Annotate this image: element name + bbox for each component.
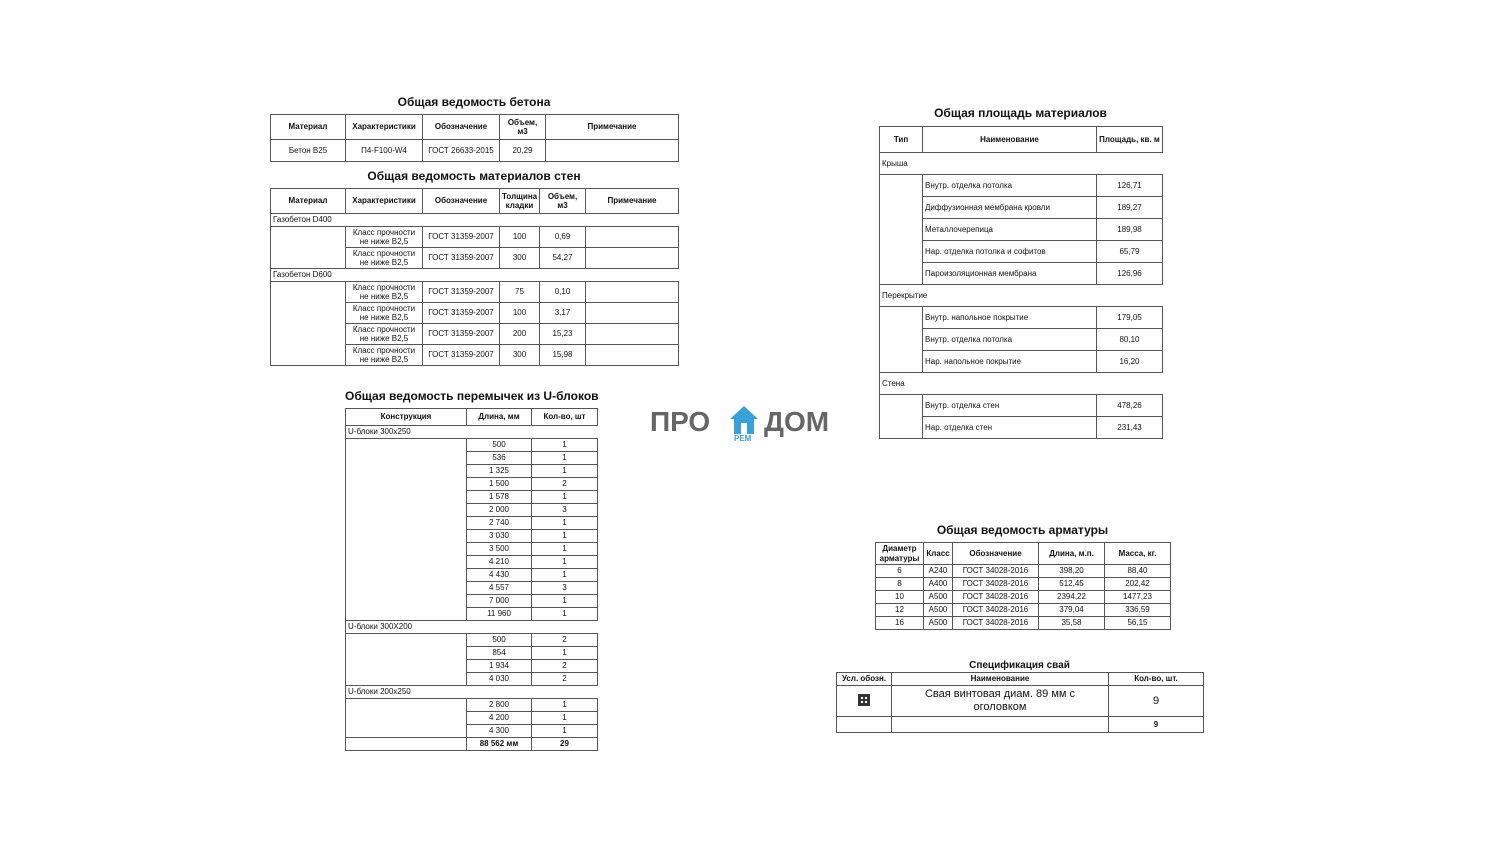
- area-cell: 189,98: [1097, 219, 1163, 241]
- rebar-cell: A500: [924, 617, 953, 630]
- rebar-cell: A500: [924, 591, 953, 604]
- cell: 0,69: [540, 227, 586, 248]
- header-diameter: Диаметр арматуры: [876, 543, 924, 565]
- cell: [586, 303, 679, 324]
- cell: ГОСТ 31359-2007: [423, 227, 500, 248]
- rebar-title: Общая ведомость арматуры: [936, 523, 1109, 537]
- pile-symbol-cell: [837, 686, 892, 717]
- cell: 100: [500, 227, 540, 248]
- pile-total: 9: [1109, 717, 1204, 733]
- length-cell: 536: [467, 452, 532, 465]
- area-cell: 16,20: [1097, 351, 1163, 373]
- group-label: Крыша: [880, 153, 1163, 175]
- cell: Класс прочности не ниже В2,5: [346, 248, 423, 269]
- table-row: [880, 307, 1163, 329]
- qr-symbol-icon: [858, 694, 870, 706]
- rebar-cell: 12: [876, 604, 924, 617]
- length-cell: 7 000: [467, 595, 532, 608]
- table-row: [346, 634, 598, 647]
- count-cell: 1: [532, 725, 598, 738]
- table-row: [346, 439, 598, 452]
- count-cell: 1: [532, 491, 598, 504]
- header-name: Наименование: [892, 673, 1109, 686]
- rebar-cell: ГОСТ 34028-2016: [953, 617, 1039, 630]
- area-cell: 189,27: [1097, 197, 1163, 219]
- rebar-cell: 398,20: [1039, 565, 1105, 578]
- header-characteristics: Характеристики: [346, 189, 423, 214]
- header-length: Длина, мм: [467, 409, 532, 426]
- area-cell: 80,10: [1097, 329, 1163, 351]
- count-cell: 2: [532, 634, 598, 647]
- cell: 100: [500, 303, 540, 324]
- header-volume: Объем, м3: [500, 115, 546, 140]
- cell: ГОСТ 31359-2007: [423, 324, 500, 345]
- table-row: [880, 417, 1163, 439]
- cell: Класс прочности не ниже В2,5: [346, 227, 423, 248]
- name-cell: Внутр. напольное покрытие: [923, 307, 1097, 329]
- cell: [586, 248, 679, 269]
- cell: [586, 324, 679, 345]
- logo-left-text: ПРО: [650, 406, 711, 437]
- group-spacer: [346, 634, 467, 686]
- count-cell: 3: [532, 582, 598, 595]
- total-length: 88 562 мм: [467, 738, 532, 751]
- header-length: Длина, м.п.: [1039, 543, 1105, 565]
- table-row: [876, 604, 1171, 617]
- rebar-cell: ГОСТ 34028-2016: [953, 591, 1039, 604]
- lintels-title: Общая ведомость перемычек из U-блоков: [345, 389, 599, 403]
- count-cell: 2: [532, 660, 598, 673]
- table-row: [876, 617, 1171, 630]
- count-cell: 1: [532, 556, 598, 569]
- length-cell: 3 030: [467, 530, 532, 543]
- piles-title: Спецификация свай: [969, 660, 1070, 671]
- count-cell: 2: [532, 478, 598, 491]
- cell: [586, 227, 679, 248]
- length-cell: 4 557: [467, 582, 532, 595]
- rebar-cell: 10: [876, 591, 924, 604]
- rebar-cell: 16: [876, 617, 924, 630]
- rebar-cell: 379,04: [1039, 604, 1105, 617]
- length-cell: 1 934: [467, 660, 532, 673]
- rebar-cell: 512,45: [1039, 578, 1105, 591]
- group-label: Газобетон D600: [271, 269, 679, 282]
- length-cell: 500: [467, 439, 532, 452]
- total-spacer: [837, 717, 892, 733]
- cell: 54,27: [540, 248, 586, 269]
- header-construction: Конструкция: [346, 409, 467, 426]
- cell: Класс прочности не ниже В2,5: [346, 282, 423, 303]
- length-cell: 854: [467, 647, 532, 660]
- cell: ГОСТ 26633-2015: [423, 140, 500, 162]
- count-cell: 1: [532, 647, 598, 660]
- header-characteristics: Характеристики: [346, 115, 423, 140]
- rebar-cell: 2394,22: [1039, 591, 1105, 604]
- count-cell: 1: [532, 569, 598, 582]
- rebar-cell: 35,58: [1039, 617, 1105, 630]
- count-cell: 1: [532, 465, 598, 478]
- group-spacer: [271, 282, 346, 366]
- rebar-cell: 6: [876, 565, 924, 578]
- rebar-cell: A500: [924, 604, 953, 617]
- areas-title: Общая площадь материалов: [934, 106, 1107, 120]
- header-designation: Обозначение: [423, 115, 500, 140]
- length-cell: 4 300: [467, 725, 532, 738]
- area-cell: 126,71: [1097, 175, 1163, 197]
- group-spacer: [880, 395, 923, 439]
- cell: 0,10: [540, 282, 586, 303]
- rebar-cell: 202,42: [1105, 578, 1171, 591]
- house-icon: [728, 404, 760, 436]
- header-volume: Объем, м3: [540, 189, 586, 214]
- cell: 15,98: [540, 345, 586, 366]
- areas-table: [879, 126, 1163, 439]
- group-spacer: [880, 175, 923, 285]
- rebar-cell: 8: [876, 578, 924, 591]
- cell: 3,17: [540, 303, 586, 324]
- header-class: Класс: [924, 543, 953, 565]
- table-row: [346, 699, 598, 712]
- name-cell: Нар. отделка потолка и софитов: [923, 241, 1097, 263]
- cell: ГОСТ 31359-2007: [423, 303, 500, 324]
- header-note: Примечание: [546, 115, 679, 140]
- header-thickness: Толщина кладки: [500, 189, 540, 214]
- pile-count: 9: [1109, 686, 1204, 717]
- count-cell: 1: [532, 517, 598, 530]
- name-cell: Нар. напольное покрытие: [923, 351, 1097, 373]
- rebar-cell: ГОСТ 34028-2016: [953, 604, 1039, 617]
- header-symbol: Усл. обозн.: [837, 673, 892, 686]
- count-cell: 1: [532, 699, 598, 712]
- cell: ГОСТ 31359-2007: [423, 248, 500, 269]
- name-cell: Диффузионная мембрана кровли: [923, 197, 1097, 219]
- pro-dom-logo: [650, 404, 850, 444]
- rebar-cell: 56,15: [1105, 617, 1171, 630]
- cell: Класс прочности не ниже В2,5: [346, 345, 423, 366]
- name-cell: Внутр. отделка стен: [923, 395, 1097, 417]
- cell: 300: [500, 345, 540, 366]
- area-cell: 126,96: [1097, 263, 1163, 285]
- cell: Класс прочности не ниже В2,5: [346, 303, 423, 324]
- cell: [546, 140, 679, 162]
- table-row: [880, 175, 1163, 197]
- length-cell: 4 430: [467, 569, 532, 582]
- rebar-table: [875, 542, 1171, 630]
- area-cell: 478,26: [1097, 395, 1163, 417]
- cell: Класс прочности не ниже В2,5: [346, 324, 423, 345]
- piles-table: [836, 672, 1204, 733]
- table-row: [880, 219, 1163, 241]
- group-spacer: [346, 699, 467, 738]
- cell: ГОСТ 31359-2007: [423, 282, 500, 303]
- name-cell: Внутр. отделка потолка: [923, 329, 1097, 351]
- total-spacer: [346, 738, 467, 751]
- cell: 75: [500, 282, 540, 303]
- lintels-table: [345, 408, 598, 751]
- area-cell: 231,43: [1097, 417, 1163, 439]
- rebar-cell: ГОСТ 34028-2016: [953, 578, 1039, 591]
- group-label: Стена: [880, 373, 1163, 395]
- area-cell: 179,05: [1097, 307, 1163, 329]
- table-row: [880, 241, 1163, 263]
- cell: [586, 282, 679, 303]
- header-area: Площадь, кв. м: [1097, 127, 1163, 153]
- rebar-cell: 1477,23: [1105, 591, 1171, 604]
- count-cell: 1: [532, 712, 598, 725]
- header-designation: Обозначение: [423, 189, 500, 214]
- name-cell: Пароизоляционная мембрана: [923, 263, 1097, 285]
- count-cell: 2: [532, 673, 598, 686]
- length-cell: 2 800: [467, 699, 532, 712]
- cell: П4-F100-W4: [346, 140, 423, 162]
- concrete-table: [270, 114, 679, 162]
- name-cell: Нар. отделка стен: [923, 417, 1097, 439]
- table-row: [880, 197, 1163, 219]
- concrete-title: Общая ведомость бетона: [397, 95, 551, 109]
- logo-right-text: ДОМ: [764, 406, 830, 437]
- header-count: Кол-во, шт.: [1109, 673, 1204, 686]
- length-cell: 4 200: [467, 712, 532, 725]
- table-row: [880, 395, 1163, 417]
- group-label: U-блоки 300Х200: [346, 621, 598, 634]
- length-cell: 4 210: [467, 556, 532, 569]
- header-material: Материал: [271, 115, 346, 140]
- logo-sub-text: РЕМ: [734, 434, 752, 443]
- count-cell: 1: [532, 543, 598, 556]
- header-designation: Обозначение: [953, 543, 1039, 565]
- table-row: [876, 578, 1171, 591]
- table-row: [876, 591, 1171, 604]
- rebar-cell: ГОСТ 34028-2016: [953, 565, 1039, 578]
- area-cell: 65,79: [1097, 241, 1163, 263]
- header-material: Материал: [271, 189, 346, 214]
- cell: Бетон B25: [271, 140, 346, 162]
- rebar-cell: 88,40: [1105, 565, 1171, 578]
- cell: [586, 345, 679, 366]
- header-note: Примечание: [586, 189, 679, 214]
- cell: 200: [500, 324, 540, 345]
- group-spacer: [880, 307, 923, 373]
- group-label: U-блоки 200х250: [346, 686, 598, 699]
- group-spacer: [271, 227, 346, 269]
- pile-name: Свая винтовая диам. 89 мм с оголовком: [892, 686, 1109, 717]
- rebar-cell: A240: [924, 565, 953, 578]
- total-count: 29: [532, 738, 598, 751]
- length-cell: 2 740: [467, 517, 532, 530]
- header-count: Кол-во, шт: [532, 409, 598, 426]
- table-row: [880, 329, 1163, 351]
- group-label: Газобетон D400: [271, 214, 679, 227]
- cell: 15,23: [540, 324, 586, 345]
- header-mass: Масса, кг.: [1105, 543, 1171, 565]
- count-cell: 3: [532, 504, 598, 517]
- length-cell: 1 500: [467, 478, 532, 491]
- table-row: [880, 351, 1163, 373]
- count-cell: 1: [532, 608, 598, 621]
- count-cell: 1: [532, 452, 598, 465]
- walls-table: [270, 188, 679, 366]
- table-row: [880, 263, 1163, 285]
- length-cell: 1 325: [467, 465, 532, 478]
- header-name: Наименование: [923, 127, 1097, 153]
- cell: ГОСТ 31359-2007: [423, 345, 500, 366]
- rebar-cell: 336,59: [1105, 604, 1171, 617]
- name-cell: Металлочерепица: [923, 219, 1097, 241]
- length-cell: 2 000: [467, 504, 532, 517]
- cell: 20,29: [500, 140, 546, 162]
- length-cell: 1 578: [467, 491, 532, 504]
- group-spacer: [346, 439, 467, 621]
- rebar-cell: A400: [924, 578, 953, 591]
- count-cell: 1: [532, 439, 598, 452]
- count-cell: 1: [532, 595, 598, 608]
- total-spacer: [892, 717, 1109, 733]
- length-cell: 4 030: [467, 673, 532, 686]
- cell: 300: [500, 248, 540, 269]
- header-type: Тип: [880, 127, 923, 153]
- name-cell: Внутр. отделка потолка: [923, 175, 1097, 197]
- length-cell: 11 960: [467, 608, 532, 621]
- group-label: Перекрытие: [880, 285, 1163, 307]
- length-cell: 3 500: [467, 543, 532, 556]
- length-cell: 500: [467, 634, 532, 647]
- walls-title: Общая ведомость материалов стен: [367, 169, 581, 183]
- count-cell: 1: [532, 530, 598, 543]
- group-label: U-блоки 300х250: [346, 426, 598, 439]
- table-row: [876, 565, 1171, 578]
